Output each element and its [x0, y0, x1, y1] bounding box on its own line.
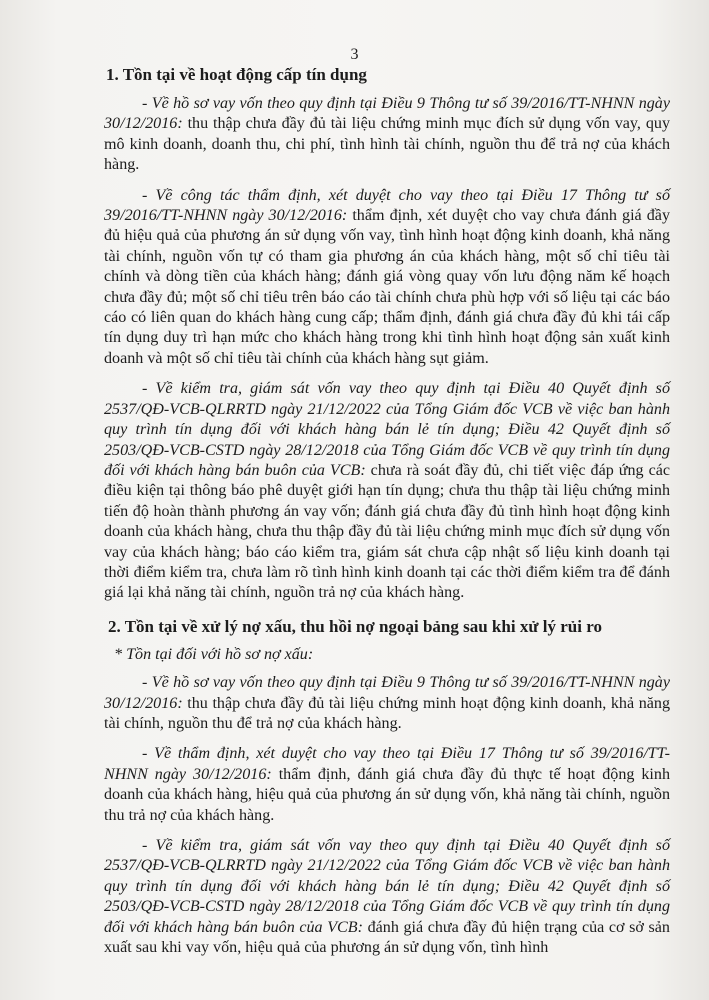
paragraph-text: thu thập chưa đầy đủ tài liệu chứng minh hoạt động kinh doanh, khả năng tài chính, nguồn thu để trả nợ của khách hàng. — [104, 694, 670, 732]
document-body — [104, 64, 670, 958]
paragraph-lead: - Về kiểm tra, giám sát vốn vay theo quy định tại Điều 40 Quyết định số 2537/QĐ-VCB-QLRRTD ngày 21/12/2022 của Tổng Giám đốc VCB về việc ban hành quy trình tín dụng đối với khách hàng bán lẻ tín dụng; Điều 42 Quyết định số 2503/QĐ-VCB-CSTD ngày 28/12/2018 của Tổng Giám đốc VCB về quy trình tín dụng đối với khách hàng bán buôn của VCB: — [104, 380, 670, 479]
paragraph-lead: - Về hồ sơ vay vốn theo quy định tại Điều 9 Thông tư số 39/2016/TT-NHNN ngày 30/12/2016: — [104, 95, 670, 133]
paragraph-text: thẩm định, xét duyệt cho vay chưa đánh giá đầy đủ hiệu quả của phương án sử dụng vốn vay, tình hình hoạt động kinh doanh, khả năng tài chính, nguồn vốn tự có tham gia phương án của khách hàng, một số chỉ tiêu tài chính và dòng tiền của khách hàng; đánh giá vòng quay vốn lưu động năm kế hoạch chưa đầy đủ; một số chỉ tiêu trên báo cáo tài chính chưa phù hợp với số liệu tại các báo cáo có liên quan do khách hàng cung cấp; thẩm định, đánh giá chưa đầy đủ khi tái cấp tín dụng duy trì hạn mức cho khách hàng trong khi tình hình hoạt động sản xuất kinh doanh và một số chỉ tiêu tài chính của khách hàng sụt giảm. — [104, 207, 671, 367]
paragraph — [104, 94, 670, 176]
subheading-text: * Tồn tại đối với hồ sơ nợ xấu: — [114, 645, 314, 663]
paragraph-text: đánh giá chưa đầy đủ hiện trạng của cơ sở sản xuất sau khi vay vốn, hiệu quả của phương án sử dụng vốn, tình hình — [104, 918, 670, 957]
paragraph — [104, 673, 670, 734]
paragraph-lead: - Về kiểm tra, giám sát vốn vay theo quy định tại Điều 40 Quyết định số 2537/QĐ-VCB-QLRRTD ngày 21/12/2022 của Tổng Giám đốc VCB về việc ban hành quy trình tín dụng đối với khách hàng bán lẻ tín dụng; Điều 42 Quyết định số 2503/QĐ-VCB-CSTD ngày 28/12/2018 của Tổng Giám đốc VCB về quy trình tín dụng đối với khách hàng bán buôn của VCB: — [104, 837, 670, 936]
paragraph-text: thu thập chưa đầy đủ tài liệu chứng minh mục đích sử dụng vốn vay, quy mô kinh doanh, doanh thu, chi phí, tình hình tài chính, nguồn thu để trả nợ của khách hàng. — [104, 115, 670, 174]
section-2-heading: 2. Tồn tại về xử lý nợ xấu, thu hồi nợ ngoại bảng sau khi xử lý rủi ro — [108, 616, 602, 636]
section-1-heading: 1. Tồn tại về hoạt động cấp tín dụng — [106, 65, 367, 84]
paragraph — [104, 836, 670, 958]
paragraph — [104, 744, 670, 826]
page-number: 3 — [350, 46, 359, 63]
paragraph-lead: - Về thẩm định, xét duyệt cho vay theo tại Điều 17 Thông tư số 39/2016/TT-NHNN ngày 30/12/2016: — [104, 745, 670, 783]
paragraph — [104, 379, 670, 603]
section-2-subheading — [104, 645, 670, 665]
paragraph — [104, 186, 670, 370]
paragraph-lead: - Về hồ sơ vay vốn theo quy định tại Điều 9 Thông tư số 39/2016/TT-NHNN ngày 30/12/2016: — [104, 674, 670, 712]
paragraph-text: thẩm định, đánh giá chưa đầy đủ thực tế hoạt động kinh doanh của khách hàng, hiệu quả của phương án sử dụng vốn, khả năng tài chính, nguồn thu trả nợ của khách hàng. — [104, 765, 670, 824]
paragraph-text: chưa rà soát đầy đủ, chi tiết việc đáp ứng các điều kiện tại thông báo phê duyệt giới hạn tín dụng; chưa thu thập tài liệu chứng minh tiến độ hoàn thành phương án vay vốn; đánh giá chưa đầy đủ tình hình hoạt động kinh doanh của khách hàng, chưa thu thập đầy đủ tài liệu chứng minh mục đích sử dụng vốn vay của khách hàng; báo cáo kiểm tra, giám sát chưa cập nhật số liệu kinh doanh tại thời điểm kiểm tra, chưa làm rõ tình hình kinh doanh tại các thời điểm kiểm tra để đánh giá lại khả năng tài chính, nguồn trả nợ của khách hàng. — [104, 461, 670, 602]
paragraph-lead: - Về công tác thẩm định, xét duyệt cho vay theo tại Điều 17 Thông tư số 39/2016/TT-NHNN ngày 30/12/2016: — [104, 186, 670, 225]
